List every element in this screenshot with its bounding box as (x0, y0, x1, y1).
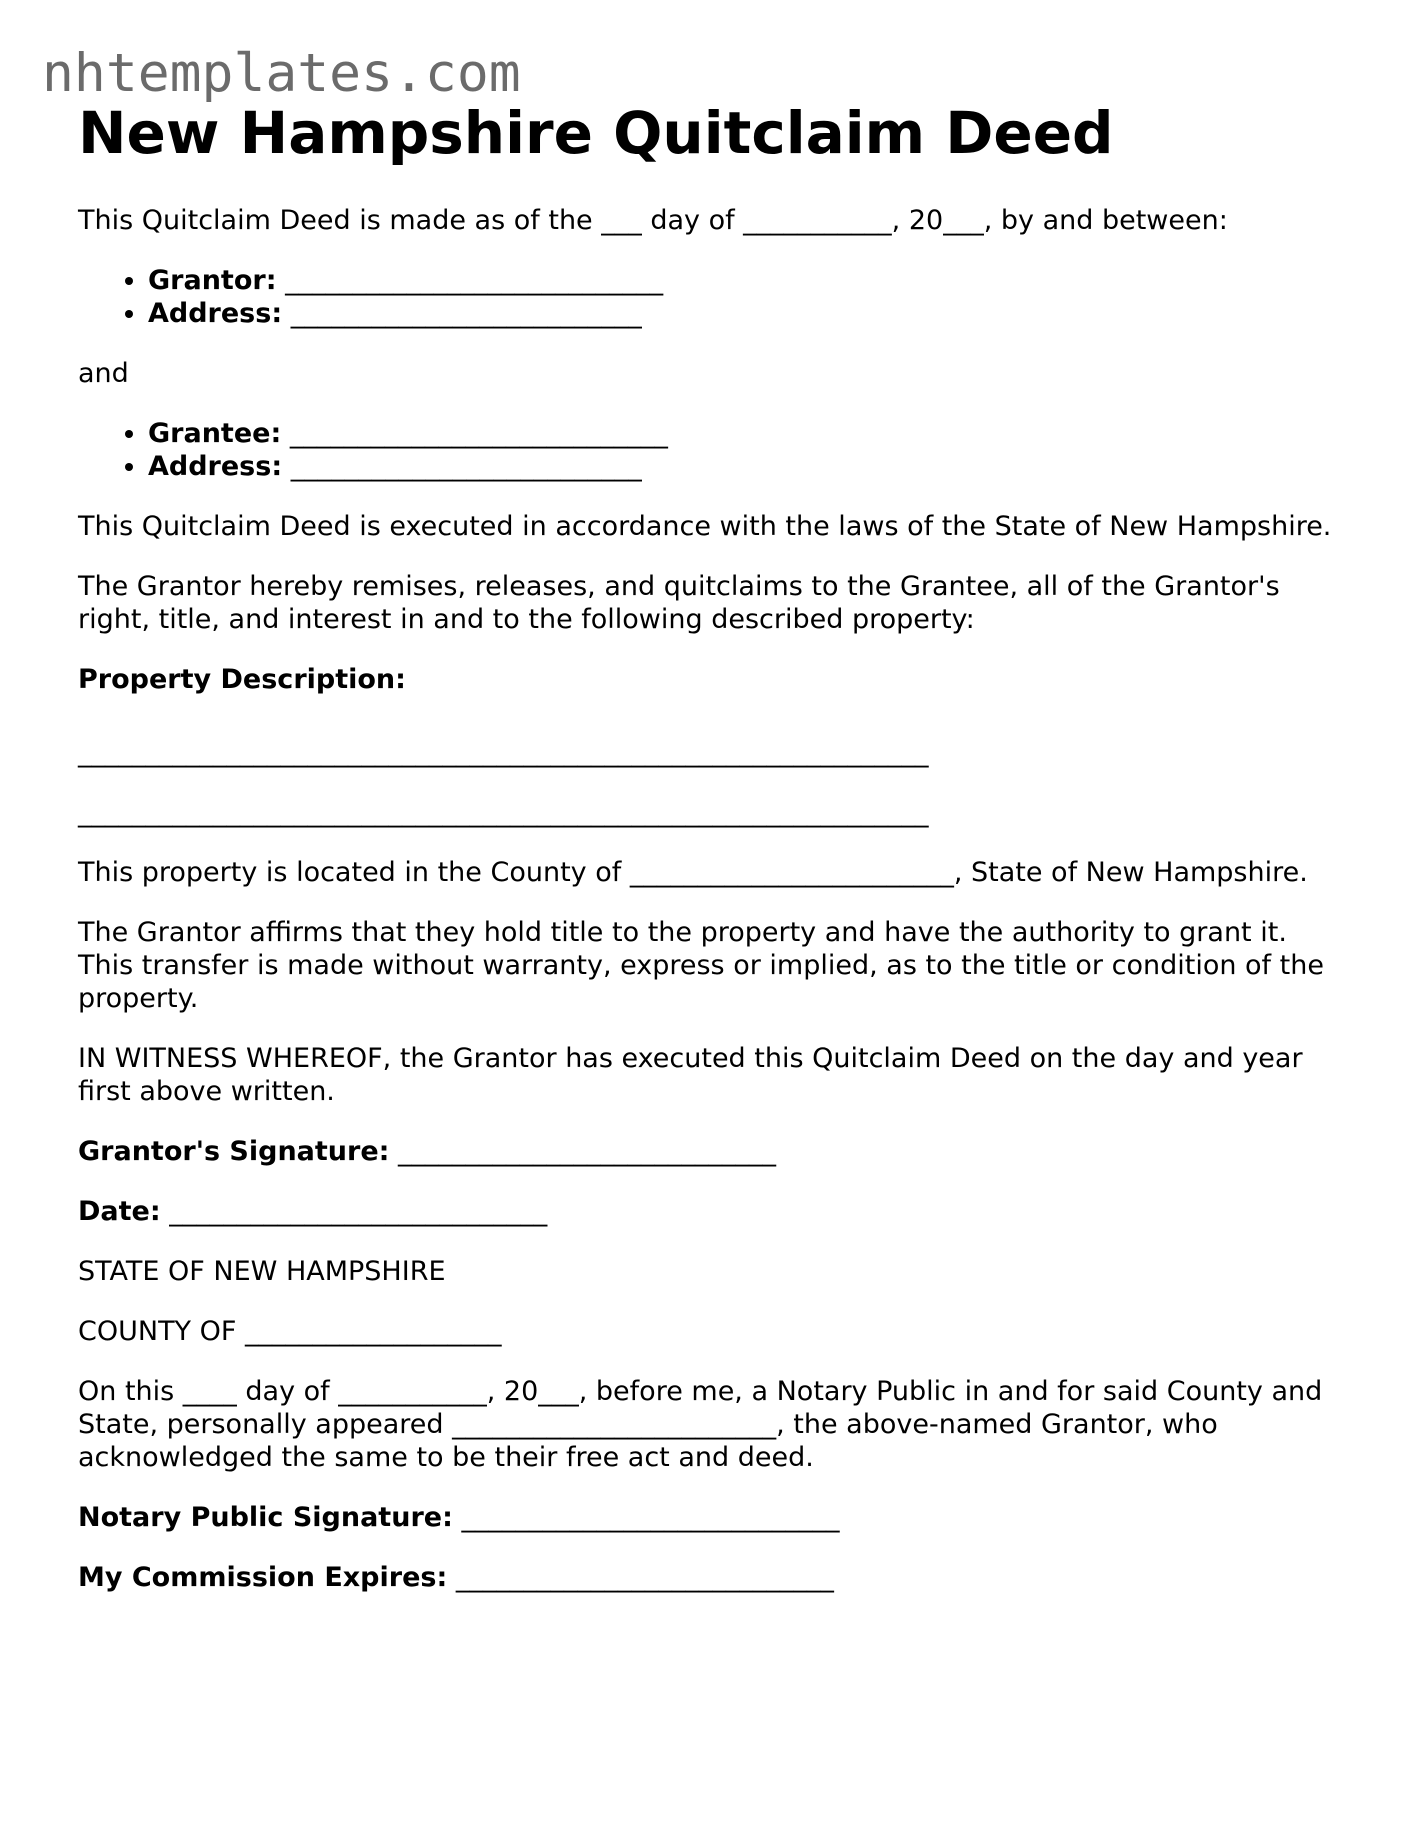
county-paragraph: This property is located in the County of ________________________, State of New Hampshire. (78, 857, 1308, 888)
property-description-line-2[interactable]: _______________________________________________________________ (78, 797, 929, 828)
grantee-address-field[interactable]: __________________________ (290, 451, 642, 482)
grantor-list (78, 264, 1338, 330)
commission-label: My Commission Expires: (78, 1562, 448, 1593)
grantor-signature-line (78, 1135, 1338, 1168)
grantor-name-field[interactable]: ____________________________ (285, 265, 664, 296)
grantor-name-label: Grantor: (148, 265, 277, 296)
date-field[interactable]: ____________________________ (169, 1196, 548, 1227)
grantor-name-item (148, 264, 1338, 297)
witness-paragraph: IN WITNESS WHEREOF, the Grantor has executed this Quitclaim Deed on the day and year first above written. (78, 1043, 1303, 1107)
document-body (78, 98, 1338, 1621)
intro-paragraph: This Quitclaim Deed is made as of the ___ day of ___________, 20___, by and between: (78, 205, 1228, 236)
grantee-name-label: Grantee: (148, 418, 282, 449)
grantee-list (78, 417, 1338, 483)
notary-paragraph: On this ____ day of ___________, 20___, before me, a Notary Public in and for said County and State, personally appeared ________________________, the above-named Grantor, who acknowledged the same to be their free act and deed. (78, 1376, 1323, 1473)
watermark: nhtemplates.com (42, 43, 521, 104)
date-label: Date: (78, 1196, 161, 1227)
notary-signature-line (78, 1501, 1338, 1534)
grantor-signature-label: Grantor's Signature: (78, 1136, 390, 1167)
property-description-label (78, 663, 1338, 696)
grantee-address-label: Address: (148, 451, 283, 482)
grantor-address-item (148, 297, 1338, 330)
law-paragraph: This Quitclaim Deed is executed in accordance with the laws of the State of New Hampshire. (78, 511, 1332, 542)
and-text: and (78, 358, 129, 389)
property-description-line-1[interactable]: _______________________________________________________________ (78, 737, 929, 768)
grantor-signature-field[interactable]: ____________________________ (398, 1136, 777, 1167)
grantee-address-item (148, 450, 1338, 483)
notary-signature-label: Notary Public Signature: (78, 1502, 453, 1533)
grantor-address-label: Address: (148, 298, 283, 329)
document-title: New Hampshire Quitclaim Deed (78, 99, 1114, 167)
commission-line (78, 1561, 1338, 1594)
date-line (78, 1195, 1338, 1228)
grantee-name-field[interactable]: ____________________________ (289, 418, 668, 449)
notary-signature-field[interactable]: ____________________________ (461, 1502, 840, 1533)
affirm-paragraph: The Grantor affirms that they hold title to the property and have the authority to grant it. This transfer is made without warranty, express or implied, as to the title or condition of the property. (78, 917, 1324, 1014)
remise-paragraph: The Grantor hereby remises, releases, and quitclaims to the Grantee, all of the Grantor's right, title, and interest in and to the following described property: (78, 571, 1280, 635)
commission-field[interactable]: ____________________________ (455, 1562, 834, 1593)
state-line: STATE OF NEW HAMPSHIRE (78, 1256, 446, 1287)
county-line: COUNTY OF ___________________ (78, 1316, 502, 1347)
property-description-label-text: Property Description: (78, 664, 406, 695)
grantor-address-field[interactable]: __________________________ (290, 298, 642, 329)
grantee-name-item (148, 417, 1338, 450)
